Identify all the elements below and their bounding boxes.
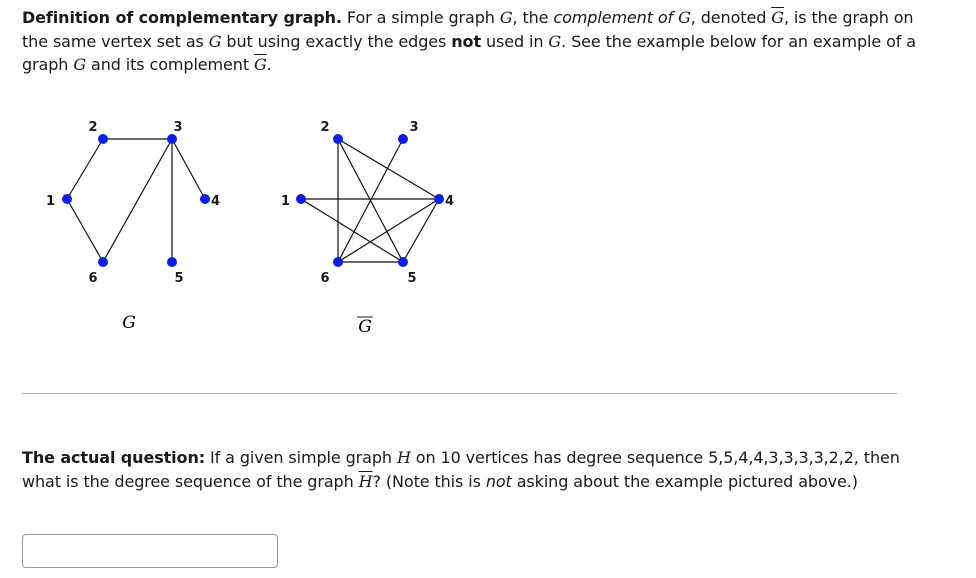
- vertex-1: [62, 194, 72, 204]
- vertex-label-3: 3: [409, 120, 419, 135]
- vertex-5: [398, 257, 408, 267]
- vertex-label-2: 2: [320, 120, 330, 135]
- edge-2-4: [338, 139, 439, 199]
- section-divider: [22, 393, 897, 394]
- graph-G-complement: [281, 120, 454, 286]
- vertex-4: [434, 194, 444, 204]
- vertex-label-5: 5: [407, 271, 417, 286]
- vertex-4: [200, 194, 210, 204]
- edge-3-4: [172, 139, 205, 199]
- math-G-bar: $\overline{G}$: [771, 8, 784, 27]
- vertex-label-4: 4: [211, 194, 221, 209]
- definition-text: Definition of complementary graph. For a simple graph G, the complement of G, denoted $\overline{G}$, is the graph on the same vertex set as G but using exactly the edges not used in G. See the example below for an example of a graph G and its complement $\overline{G}$.: [22, 8, 916, 74]
- edge-1-6: [67, 199, 103, 262]
- definition-term: Definition of complementary graph.: [22, 8, 342, 27]
- vertex-6: [98, 257, 108, 267]
- answer-input[interactable]: [22, 534, 278, 568]
- vertex-label-1: 1: [280, 194, 290, 209]
- graph-G-complement-caption: G: [358, 317, 372, 337]
- vertex-3: [398, 134, 408, 144]
- emphasis-not-question: not: [485, 471, 512, 491]
- edge-6-3: [103, 139, 172, 262]
- vertex-label-3: 3: [173, 120, 183, 135]
- emphasis-not: not: [451, 31, 481, 51]
- vertex-3: [167, 134, 177, 144]
- vertex-6: [333, 257, 343, 267]
- vertex-label-1: 1: [45, 194, 55, 209]
- graph-G-caption: G: [122, 313, 136, 333]
- emphasis-complement: complement of: [553, 8, 674, 27]
- vertex-label-6: 6: [88, 271, 98, 286]
- vertex-label-6: 6: [320, 271, 330, 286]
- vertex-2: [98, 134, 108, 144]
- edge-5-4: [403, 199, 439, 262]
- graph-G: [46, 120, 220, 286]
- edge-1-2: [67, 139, 103, 199]
- math-H: H: [396, 448, 411, 467]
- question-text: The actual question: If a given simple graph H on 10 vertices has degree sequence 5,5,4,4,3,3,3,3,2,2, then what is the degree sequence of the graph $\overline{H}$? (Note this is not asking about the example pictured above.): [22, 448, 900, 491]
- vertex-label-4: 4: [445, 194, 455, 209]
- math-G: G: [499, 8, 513, 27]
- question-lead: The actual question:: [22, 448, 206, 467]
- vertex-label-2: 2: [88, 120, 98, 135]
- vertex-label-5: 5: [174, 271, 184, 286]
- math-H-bar: $\overline{H}$: [358, 471, 373, 491]
- vertex-1: [296, 194, 306, 204]
- vertex-5: [167, 257, 177, 267]
- vertex-2: [333, 134, 343, 144]
